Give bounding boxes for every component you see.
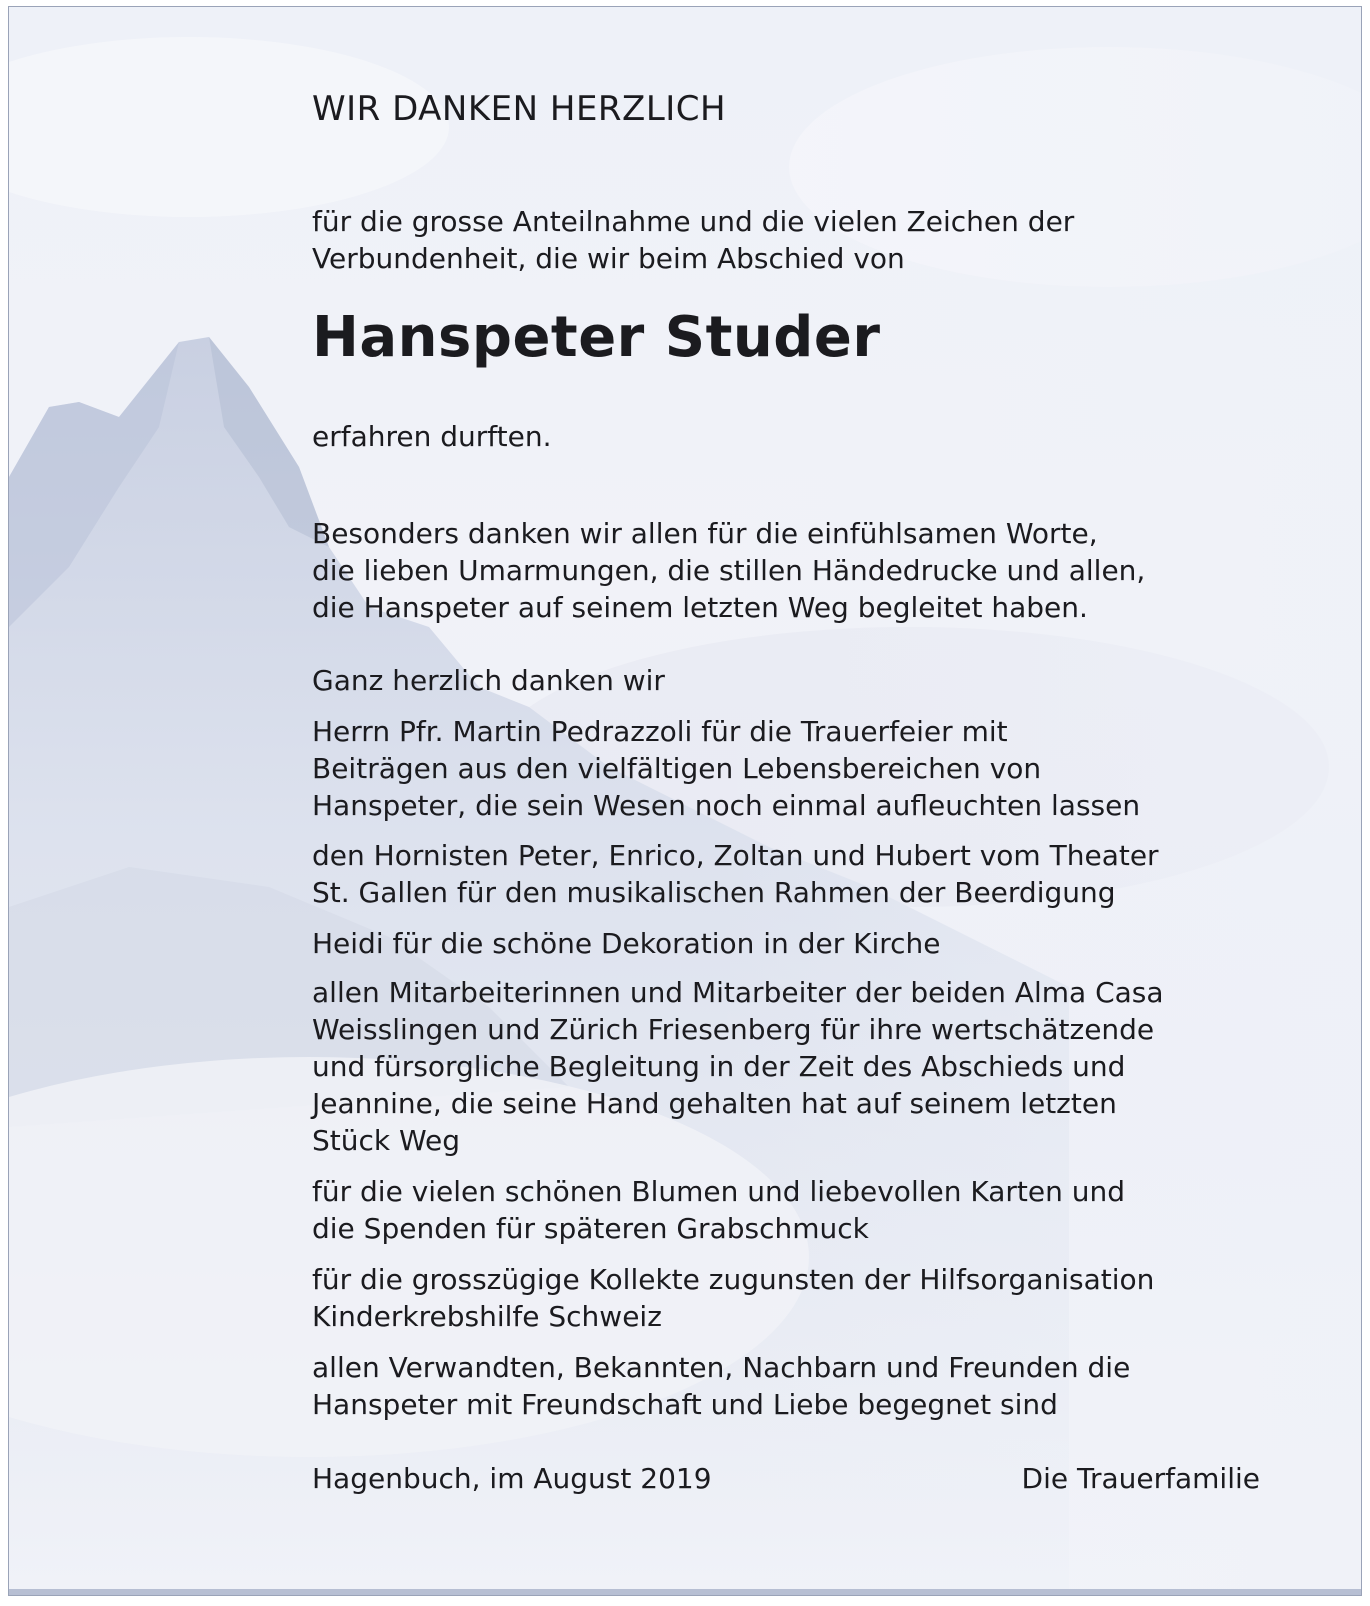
thanks-lead: Ganz herzlich danken wir <box>312 664 665 697</box>
text-line: Verbundenheit, die wir beim Abschied von <box>312 242 905 275</box>
text-line: den Hornisten Peter, Enrico, Zoltan und Hubert vom Theater <box>312 839 1159 872</box>
thanks-item <box>312 713 1140 824</box>
text-line: und fürsorgliche Begleitung in der Zeit des Abschieds und <box>312 1050 1126 1083</box>
thanks-item <box>312 1173 1125 1247</box>
text-line: Weisslingen und Zürich Friesenberg für ihre wertschätzende <box>312 1013 1155 1046</box>
thanks-item <box>312 974 1164 1159</box>
obituary-card <box>8 6 1362 1596</box>
text-line: die lieben Umarmungen, die stillen Händedrucke und allen, <box>312 554 1146 587</box>
text-line: Hanspeter, die sein Wesen noch einmal aufleuchten lassen <box>312 789 1141 822</box>
thanks-item <box>312 925 941 962</box>
intro-paragraph <box>312 203 1074 277</box>
text-line: Herrn Pfr. Martin Pedrazzoli für die Trauerfeier mit <box>312 715 1008 748</box>
text-line: die Spenden für späteren Grabschmuck <box>312 1212 869 1245</box>
deceased-name: Hanspeter Studer <box>312 305 881 370</box>
text-line: Stück Weg <box>312 1124 461 1157</box>
text-line: Kinderkrebshilfe Schweiz <box>312 1300 662 1333</box>
special-thanks-paragraph <box>312 515 1145 626</box>
text-line: für die grosszügige Kollekte zugunsten der Hilfsorganisation <box>312 1263 1155 1296</box>
text-line: allen Verwandten, Bekannten, Nachbarn und Freunden die <box>312 1351 1131 1384</box>
text-line: allen Mitarbeiterinnen und Mitarbeiter der beiden Alma Casa <box>312 976 1164 1009</box>
text-line: die Hanspeter auf seinem letzten Weg begleitet haben. <box>312 591 1088 624</box>
thanks-item <box>312 837 1159 911</box>
intro-end: erfahren durften. <box>312 420 552 453</box>
notice-footer <box>312 1462 1260 1495</box>
text-line: Heidi für die schöne Dekoration in der Kirche <box>312 927 941 960</box>
text-line: Jeannine, die seine Hand gehalten hat auf seinem letzten <box>312 1087 1117 1120</box>
text-line: St. Gallen für den musikalischen Rahmen der Beerdigung <box>312 876 1116 909</box>
text-line: Hanspeter mit Freundschaft und Liebe begegnet sind <box>312 1388 1058 1421</box>
text-line: Besonders danken wir allen für die einfühlsamen Worte, <box>312 517 1098 550</box>
text-line: für die grosse Anteilnahme und die vielen Zeichen der <box>312 205 1075 238</box>
notice-heading: WIR DANKEN HERZLICH <box>312 89 727 129</box>
signature: Die Trauerfamilie <box>1021 1462 1260 1495</box>
place-date: Hagenbuch, im August 2019 <box>312 1462 712 1495</box>
thanks-item <box>312 1349 1130 1423</box>
thanks-item <box>312 1261 1154 1335</box>
text-line: Beiträgen aus den vielfältigen Lebensbereichen von <box>312 752 1042 785</box>
text-line: für die vielen schönen Blumen und liebevollen Karten und <box>312 1175 1126 1208</box>
